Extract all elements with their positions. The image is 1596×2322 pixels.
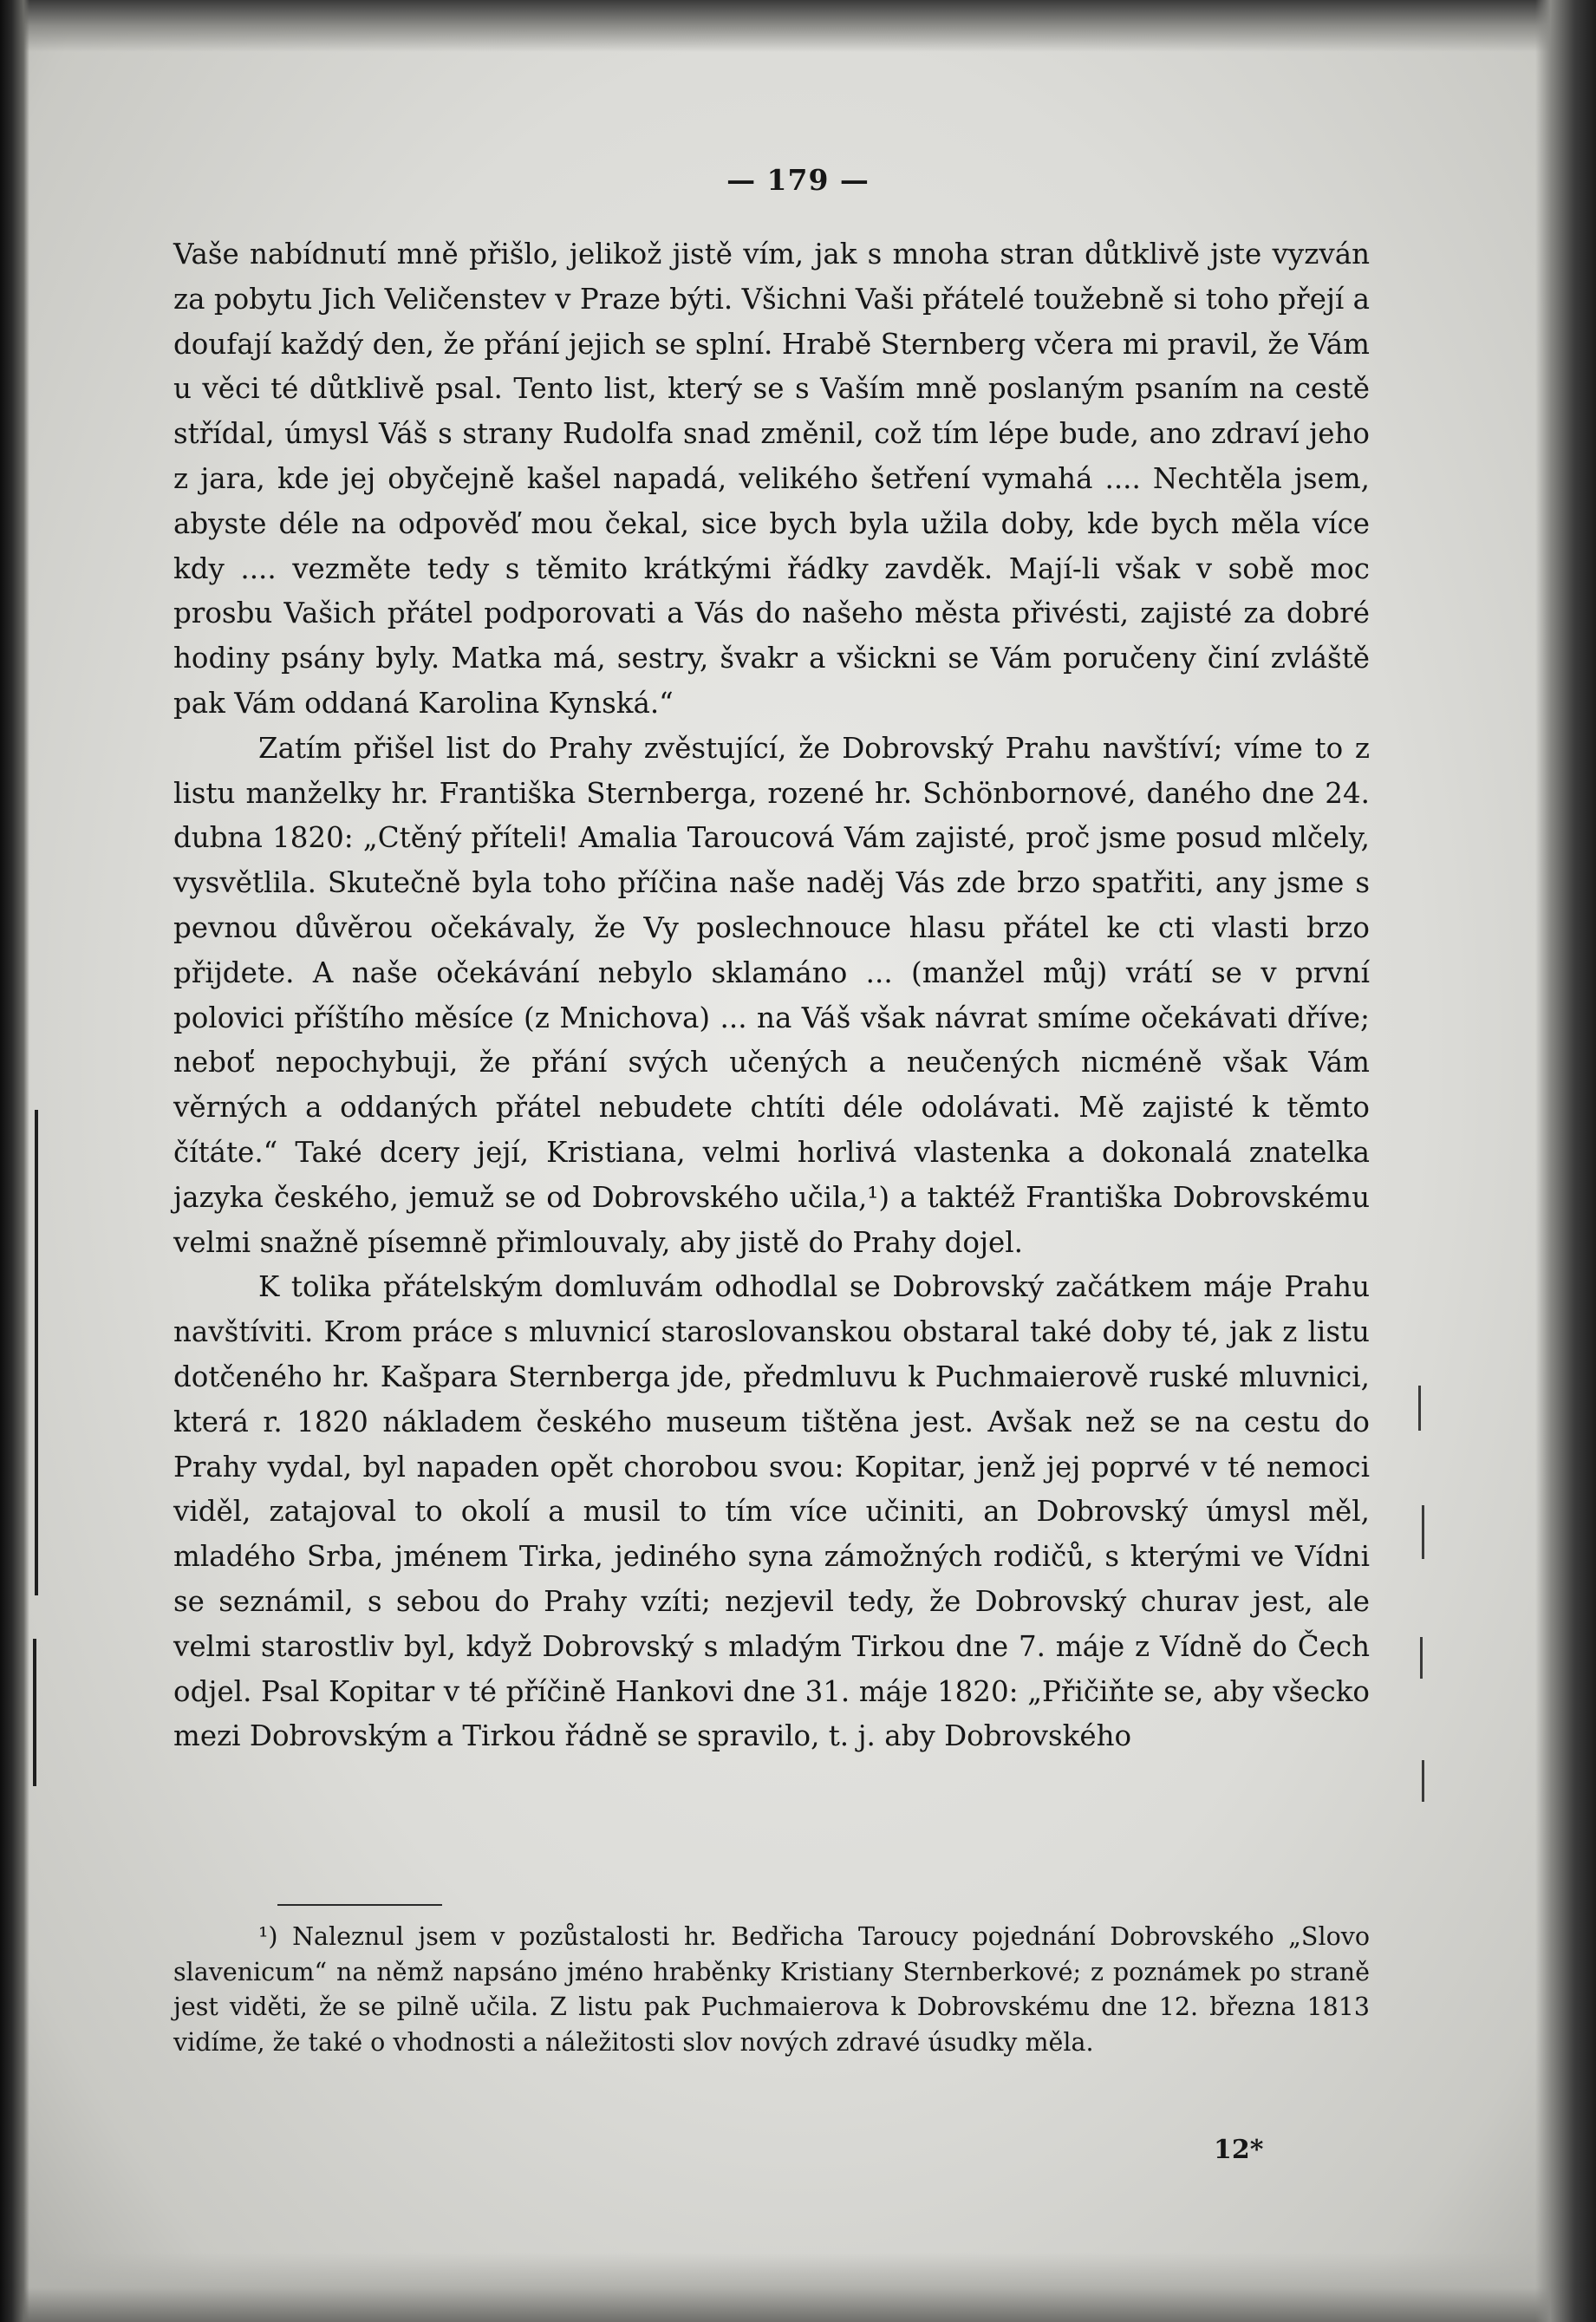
footnote-divider bbox=[277, 1904, 442, 1906]
body-text bbox=[173, 232, 1370, 1759]
paragraph-letter-continuation: Vaše nabídnutí mně přišlo, jelikož jistě vím, jak s mnoha stran důtklivě jste vyzván za pobytu Jich Veličenstev v Praze býti. Všichni Vaši přátelé toužebně si toho přejí a doufají každý den, že přání jejich se splní. Hrabě Sternberg včera mi pravil, že Vám u věci té důtklivě psal. Tento list, který se s Vaším mně poslaným psaním na cestě střídal, úmysl Váš s strany Rudolfa snad změnil, což tím lépe bude, ano zdraví jeho z jara, kde jej obyčejně kašel napadá, velikého šetření vymahá .... Nechtěla jsem, abyste déle na odpověď mou čekal, sice bych byla užila doby, kde bych měla více kdy .... vezměte tedy s těmito krátkými řádky zavděk. Mají-li však v sobě moc prosbu Vašich přátel podporovati a Vás do našeho města přivésti, zajisté za dobré hodiny psány byly. Matka má, sestry, švakr a všickni se Vám poručeny činí zvláště pak Vám oddaná Karolina Kynská.“ bbox=[173, 238, 1370, 720]
page-edge-right bbox=[1535, 0, 1596, 2322]
printer-signature-mark: 12* bbox=[1214, 2135, 1264, 2165]
page-number: — 179 — bbox=[726, 163, 870, 197]
margin-scan-mark bbox=[1422, 1505, 1424, 1559]
footnote-text: ¹) Naleznul jsem v pozůstalosti hr. Bedřicha Taroucy pojednání Dobrovského „Slovo slavenicum“ na němž napsáno jméno hraběnky Kristiany Sternberkové; z poznámek po straně jest viděti, že se pilně učila. Z listu pak Puchmaierova k Dobrovskému dne 12. března 1813 vidíme, že také o vhodnosti a náležitosti slov nových zdravé úsudky měla. bbox=[173, 1922, 1370, 2057]
margin-scan-mark bbox=[1420, 1637, 1423, 1679]
margin-scan-mark bbox=[33, 1639, 36, 1786]
page-edge-bottom bbox=[0, 2253, 1596, 2322]
paragraph-letter-schonborn: Zatím přišel list do Prahy zvěstující, že Dobrovský Prahu navštíví; víme to z listu manželky hr. Františka Sternberga, rozené hr. Schönbornové, daného dne 24. dubna 1820: „Ctěný příteli! Amalia Taroucová Vám zajisté, proč jsme posud mlčely, vysvětlila. Skutečně byla toho příčina naše naděj Vás zde brzo spatřiti, any jsme s pevnou důvěrou očekávaly, že Vy poslechnouce hlasu přátel ke cti vlasti brzo přijdete. A naše očekávání nebylo sklamáno ... (manžel můj) vrátí se v první polovici příštího měsíce (z Mnichova) ... na Váš však návrat smíme očekávati dříve; neboť nepochybuji, že přání svých učených a neučených nicméně však Vám věrných a oddaných přátel nebudete chtíti déle odolávati. Mě zajisté k těmto čítáte.“ Také dcery její, Kristiana, velmi horlivá vlastenka a dokonalá znatelka jazyka českého, jemuž se od Dobrovského učila,¹) a taktéž Františka Dobrovskému velmi snažně písemně přimlouvaly, aby jistě do Prahy dojel. bbox=[173, 731, 1370, 1259]
page-edge-left bbox=[0, 0, 29, 2322]
page-edge-top bbox=[0, 0, 1596, 52]
paragraph-journey-prague: K tolika přátelským domluvám odhodlal se Dobrovský začátkem máje Prahu navštíviti. Krom práce s mluvnicí staroslovanskou obstaral také doby té, jak z listu dotčeného hr. Kašpara Sternberga jde, předmluvu k Puchmaierově ruské mluvnici, která r. 1820 nákladem českého museum tištěna jest. Avšak než se na cestu do Prahy vydal, byl napaden opět chorobou svou: Kopitar, jenž jej poprvé v té nemoci viděl, zatajoval to okolí a musil to tím více učiniti, an Dobrovský úmysl měl, mladého Srba, jménem Tirka, jediného syna zámožných rodičů, s kterými ve Vídni se seznámil, s sebou do Prahy vzíti; nezjevil tedy, že Dobrovský churav jest, ale velmi starostliv byl, když Dobrovský s mladým Tirkou dne 7. máje z Vídně do Čech odjel. Psal Kopitar v té příčině Hankovi dne 31. máje 1820: „Přičiňte se, aby všecko mezi Dobrovským a Tirkou řádně se spravilo, t. j. aby Dobrovského bbox=[173, 1270, 1370, 1753]
footnote bbox=[173, 1920, 1370, 2060]
margin-scan-mark bbox=[1422, 1760, 1424, 1802]
margin-scan-mark bbox=[35, 1110, 38, 1595]
margin-scan-mark bbox=[1418, 1386, 1421, 1431]
